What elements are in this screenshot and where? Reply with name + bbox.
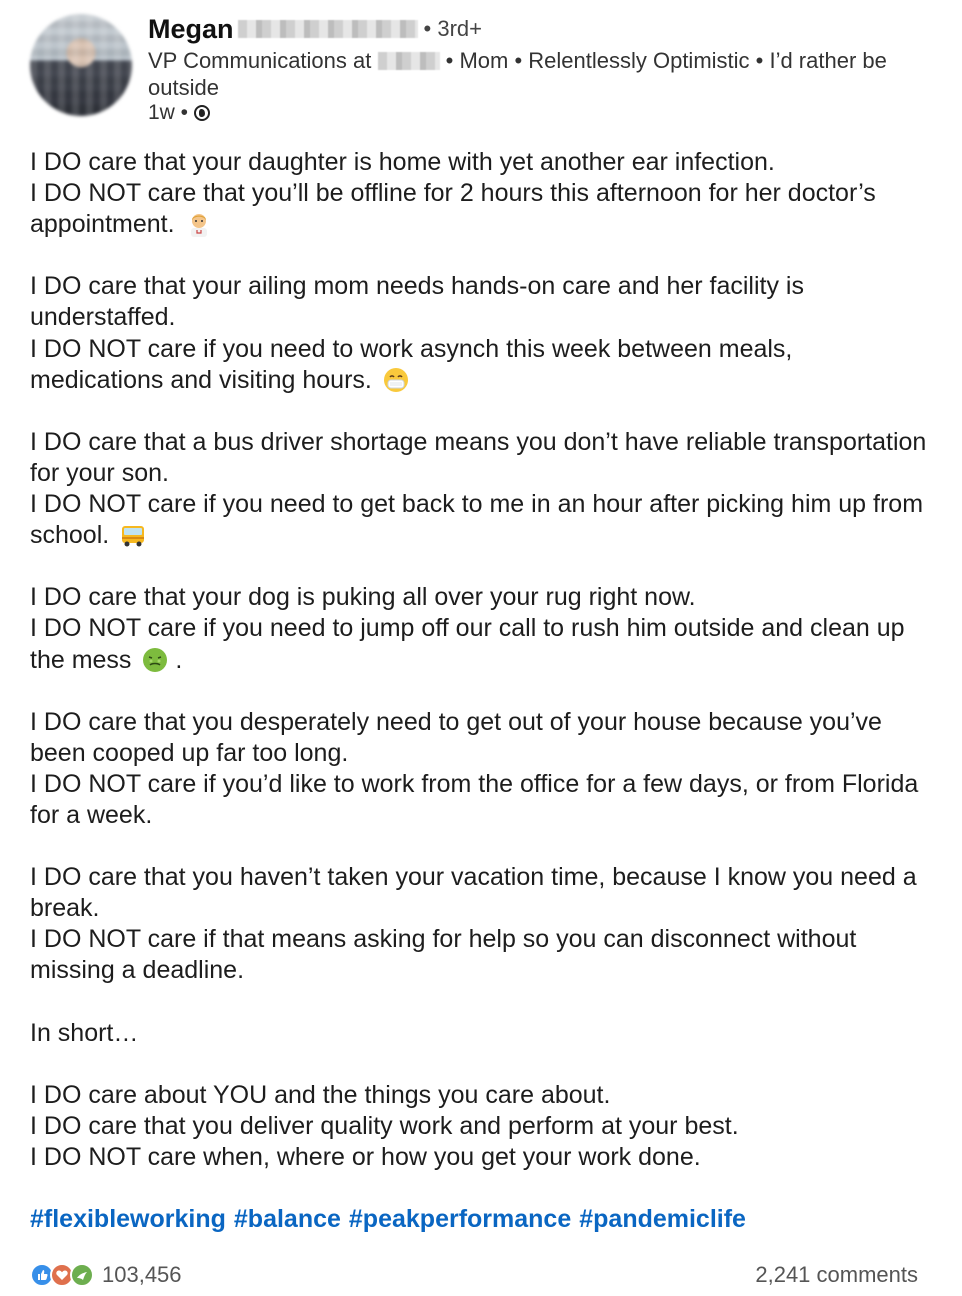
social-counts xyxy=(30,1260,918,1290)
hashtag-link[interactable]: #pandemiclife xyxy=(579,1205,746,1233)
post-line: I DO care that your daughter is home with yet another ear infection. xyxy=(30,148,775,176)
post-line: I DO care that your dog is puking all over your rug right now. xyxy=(30,583,696,612)
hashtag-link[interactable]: #balance xyxy=(233,1205,341,1233)
post-paragraph xyxy=(30,147,930,240)
post-paragraph xyxy=(30,1018,930,1049)
redacted-surname xyxy=(238,20,418,38)
post-line: I DO NOT care that you’ll be offline for 2 hours this afternoon for her doctor’s appointment. xyxy=(30,179,876,239)
comments-count[interactable]: 2,241 comments xyxy=(755,1262,918,1287)
post-line: I DO NOT care if that means asking for help so you can disconnect without missing a deadline. xyxy=(30,925,857,985)
post-paragraph xyxy=(30,271,930,395)
post-line: I DO NOT care if you need to get back to me in an hour after picking him up from school. xyxy=(30,490,924,550)
hashtag-link[interactable]: #flexibleworking xyxy=(30,1205,226,1233)
support-icon xyxy=(70,1263,94,1287)
author-name[interactable]: Megan xyxy=(148,13,234,44)
post-paragraph xyxy=(30,427,930,551)
author-headline xyxy=(148,47,928,101)
doctor-emoji xyxy=(186,211,212,237)
hashtag-link[interactable]: #peakperformance xyxy=(348,1205,572,1233)
post-line: I DO NOT care if you need to work asynch this week between meals, medications and visiting hours. xyxy=(30,334,793,394)
redacted-company xyxy=(378,52,440,70)
post-paragraph xyxy=(30,1080,930,1173)
post-paragraph xyxy=(30,582,930,675)
trailing-punctuation: . xyxy=(168,645,183,674)
post-line: I DO care that a bus driver shortage means you don’t have reliable transportation for your son. xyxy=(30,427,927,487)
avatar-pixelation xyxy=(30,14,132,116)
mask-face-emoji xyxy=(383,367,409,393)
post-time: 1w • xyxy=(148,101,189,124)
post-line: I DO NOT care if you’d like to work from the office for a few days, or from Florida for a week. xyxy=(30,769,919,829)
post-meta xyxy=(148,101,210,125)
post-line: I DO NOT care if you need to jump off our call to rush him outside and clean up the mess . xyxy=(30,614,905,674)
post-line: I DO care that you deliver quality work and perform at your best. xyxy=(30,1111,739,1140)
post-paragraph xyxy=(30,707,930,831)
headline-rest: • Mom • Relentlessly Optimistic • I’d rather be outside xyxy=(148,48,887,100)
bus-emoji xyxy=(120,522,146,548)
post-line: I DO care that your ailing mom needs hands-on care and her facility is understaffed. xyxy=(30,272,804,332)
post-line: In short… xyxy=(30,1018,139,1047)
post-line: I DO NOT care when, where or how you get your work done. xyxy=(30,1143,701,1171)
post-line: I DO care that you desperately need to get out of your house because you’ve been cooped up far too long. xyxy=(30,707,882,767)
author-avatar[interactable] xyxy=(30,14,132,116)
post-header xyxy=(0,0,962,130)
reaction-count: 103,456 xyxy=(102,1262,182,1287)
post-body xyxy=(30,147,930,1204)
post-paragraph xyxy=(30,862,930,986)
hashtag-list xyxy=(30,1205,754,1234)
nauseated-face-emoji xyxy=(142,647,168,673)
post-line: I DO care that you haven’t taken your vacation time, because I know you need a break. xyxy=(30,863,917,923)
post-line: I DO care about YOU and the things you care about. xyxy=(30,1080,611,1109)
headline-title: VP Communications at xyxy=(148,48,372,73)
author-name-line xyxy=(148,12,482,46)
reactions-summary[interactable] xyxy=(30,1262,182,1288)
globe-icon xyxy=(194,105,210,121)
connection-degree: • 3rd+ xyxy=(423,16,482,41)
